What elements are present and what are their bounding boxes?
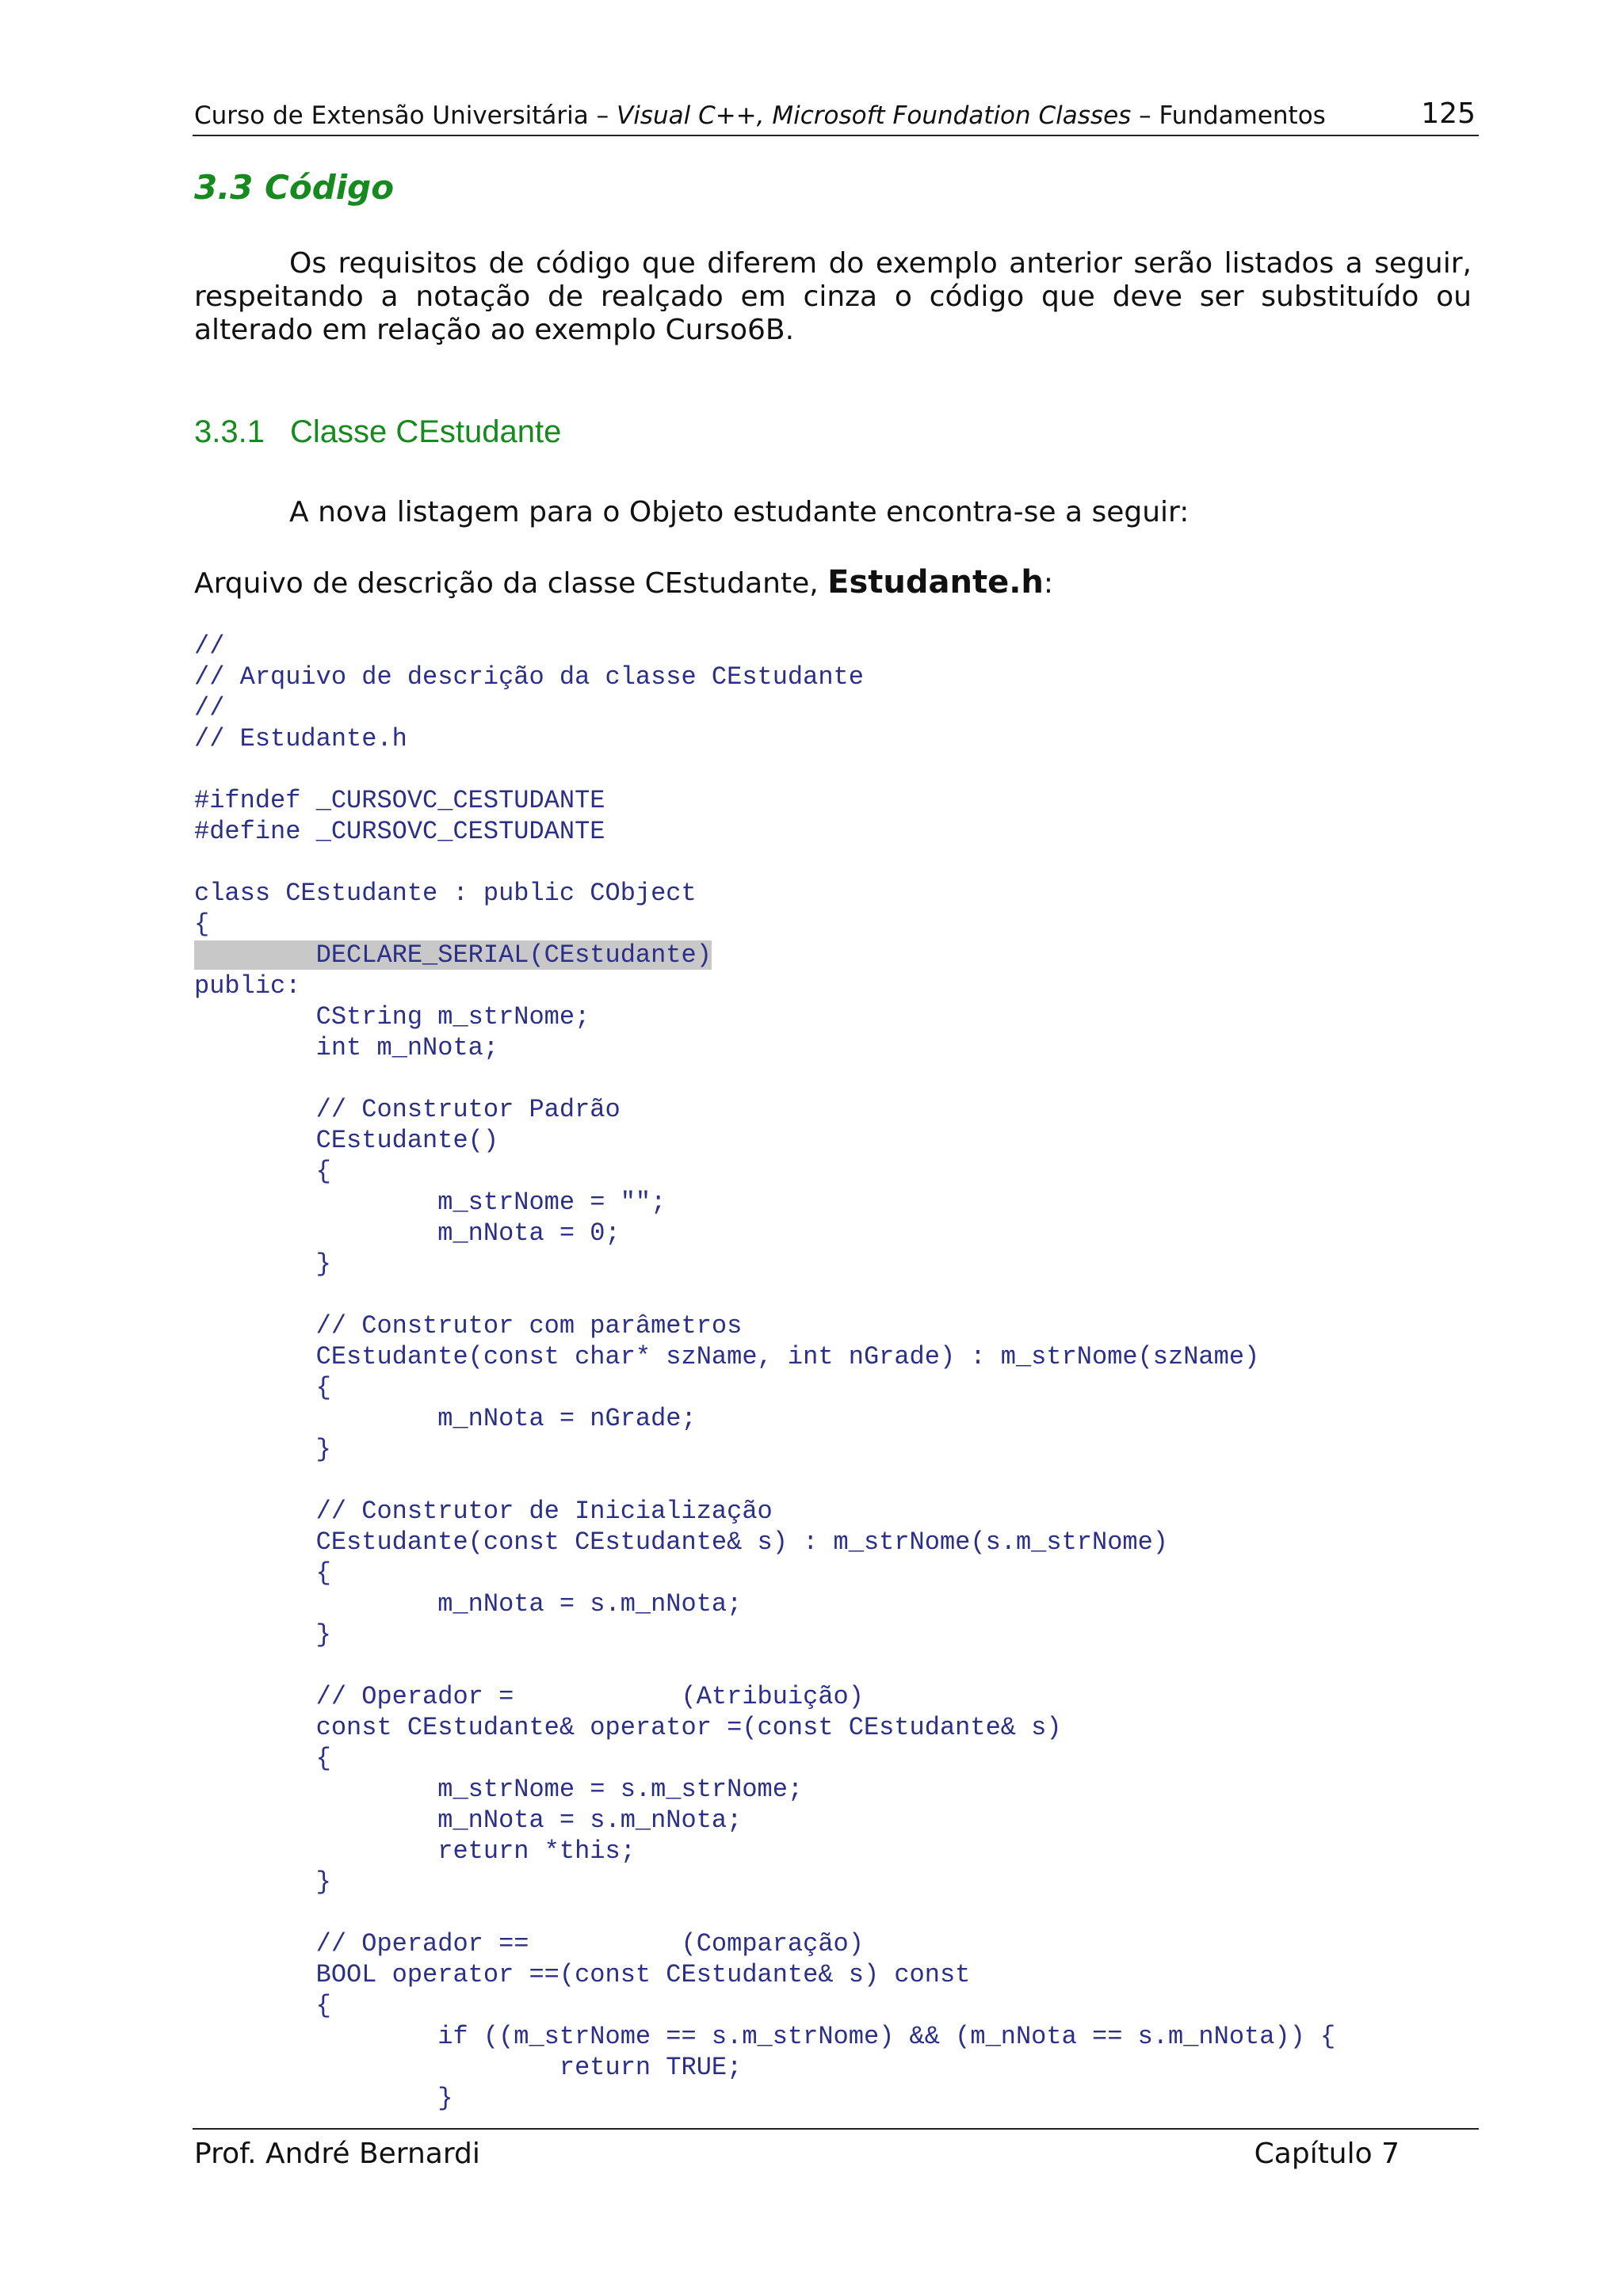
code-line-text: // Estudante.h — [194, 724, 407, 753]
code-listing — [194, 631, 1335, 2114]
code-line-text: return *this; — [194, 1836, 636, 1866]
code-line — [194, 1280, 1335, 1310]
code-line — [194, 1836, 1335, 1867]
code-line — [194, 1681, 1335, 1712]
code-line-text: // Construtor de Inicialização — [194, 1497, 773, 1526]
code-line — [194, 1372, 1335, 1403]
code-line-text: #ifndef _CURSOVC_CESTUDANTE — [194, 786, 605, 815]
code-line — [194, 1403, 1335, 1434]
code-line — [194, 2021, 1335, 2052]
code-line — [194, 1249, 1335, 1280]
file-name: Estudante.h — [827, 564, 1044, 601]
code-line — [194, 1928, 1335, 1959]
code-line — [194, 1187, 1335, 1218]
file-description-paragraph — [194, 564, 1053, 601]
code-line-text: m_strNome = ""; — [194, 1188, 666, 1217]
code-line-text: int m_nNota; — [194, 1033, 499, 1062]
code-line-text: public: — [194, 971, 301, 1001]
code-line — [194, 692, 1335, 723]
code-line — [194, 971, 1335, 1001]
code-line-text: class CEstudante : public CObject — [194, 879, 697, 908]
code-line-text: m_nNota = s.m_nNota; — [194, 1589, 743, 1619]
code-line — [194, 1867, 1335, 1897]
code-line — [194, 785, 1335, 816]
code-line — [194, 1712, 1335, 1743]
code-line — [194, 1897, 1335, 1928]
code-line — [194, 1032, 1335, 1063]
code-line-text: DECLARE_SERIAL(CEstudante) — [194, 940, 712, 970]
code-line-text: { — [194, 1558, 331, 1588]
code-line — [194, 878, 1335, 909]
header-title-suffix: – Fundamentos — [1131, 101, 1326, 130]
code-line-text: #define _CURSOVC_CESTUDANTE — [194, 817, 605, 846]
code-line-text: { — [194, 910, 210, 939]
code-line-text: return TRUE; — [194, 2053, 743, 2082]
footer-author: Prof. André Bernardi — [194, 2138, 480, 2170]
code-line-text: { — [194, 1991, 331, 2020]
code-line — [194, 1774, 1335, 1805]
code-line-text: // — [194, 693, 225, 723]
code-line — [194, 1218, 1335, 1249]
code-line-text: } — [194, 1620, 331, 1650]
intro-paragraph: Os requisitos de código que diferem do exemplo anterior serão listados a seguir, respeitando a notação de realçado em cinza o código que deve ser substituído ou alterado em relação ao exemplo Curso6B. — [194, 247, 1472, 346]
code-line — [194, 1589, 1335, 1619]
code-line-text: // Construtor Padrão — [194, 1095, 621, 1124]
code-line-text: m_nNota = nGrade; — [194, 1404, 697, 1433]
code-line-text: { — [194, 1744, 331, 1773]
code-line — [194, 847, 1335, 878]
code-line — [194, 1465, 1335, 1496]
subsection-number: 3.3.1 — [194, 414, 265, 449]
code-line-text: } — [194, 2084, 453, 2113]
code-line-text: { — [194, 1157, 331, 1186]
code-line — [194, 1125, 1335, 1156]
code-line-text: m_strNome = s.m_strNome; — [194, 1775, 804, 1804]
code-line — [194, 1341, 1335, 1372]
code-line — [194, 1434, 1335, 1465]
code-line-text: // Operador == (Comparação) — [194, 1929, 864, 1958]
header-title-prefix: Curso de Extensão Universitária – — [194, 101, 617, 130]
code-line — [194, 2052, 1335, 2083]
code-line-text: m_nNota = s.m_nNota; — [194, 1806, 743, 1835]
code-line — [194, 1743, 1335, 1774]
code-line-text: } — [194, 1435, 331, 1464]
code-line — [194, 1650, 1335, 1681]
section-title: 3.3 Código — [194, 168, 395, 207]
code-line — [194, 754, 1335, 785]
page-footer — [193, 2128, 1479, 2177]
header-title — [194, 101, 1326, 130]
code-line — [194, 723, 1335, 754]
code-line — [194, 816, 1335, 847]
code-line-text: // Arquivo de descrição da classe CEstudante — [194, 662, 864, 692]
code-line — [194, 1959, 1335, 1990]
code-line-text: } — [194, 1249, 331, 1279]
code-line-text: // — [194, 631, 225, 661]
code-line-text: const CEstudante& operator =(const CEstudante& s) — [194, 1713, 1062, 1742]
header-title-italic: Visual C++, Microsoft Foundation Classes — [616, 101, 1132, 130]
code-line-text: { — [194, 1373, 331, 1402]
code-line-text: CEstudante() — [194, 1126, 499, 1155]
code-line-text: } — [194, 1867, 331, 1897]
code-line-text: CEstudante(const CEstudante& s) : m_strNome(s.m_strNome) — [194, 1527, 1168, 1557]
page-number: 125 — [1421, 97, 1476, 130]
code-line-text: CEstudante(const char* szName, int nGrade) : m_strNome(szName) — [194, 1342, 1260, 1371]
code-line — [194, 662, 1335, 692]
file-description-prefix: Arquivo de descrição da classe CEstudante, — [194, 567, 828, 600]
code-line — [194, 1001, 1335, 1032]
highlighted-code-line — [194, 940, 1335, 971]
subsection-title — [194, 414, 561, 450]
code-line-text: // Operador = (Atribuição) — [194, 1682, 864, 1711]
code-line — [194, 1805, 1335, 1836]
code-line-text: BOOL operator ==(const CEstudante& s) const — [194, 1960, 971, 1989]
file-description-suffix: : — [1043, 567, 1054, 600]
code-line-text: m_nNota = 0; — [194, 1219, 621, 1248]
code-line — [194, 1156, 1335, 1187]
code-line — [194, 631, 1335, 662]
code-line-text: // Construtor com parâmetros — [194, 1311, 743, 1341]
code-line-text: CString m_strNome; — [194, 1002, 590, 1032]
code-line-text: if ((m_strNome == s.m_strNome) && (m_nNota == s.m_nNota)) { — [194, 2022, 1336, 2051]
listing-intro-paragraph: A nova listagem para o Objeto estudante encontra-se a seguir: — [289, 496, 1190, 528]
code-line — [194, 1990, 1335, 2021]
code-line — [194, 1619, 1335, 1650]
code-line — [194, 1496, 1335, 1527]
code-line — [194, 1063, 1335, 1094]
subsection-label: Classe CEstudante — [289, 414, 562, 449]
code-line — [194, 1310, 1335, 1341]
page-header — [193, 93, 1479, 136]
code-line — [194, 1558, 1335, 1589]
code-line — [194, 909, 1335, 940]
code-line — [194, 1527, 1335, 1558]
footer-chapter: Capítulo 7 — [1254, 2138, 1400, 2170]
code-line — [194, 2083, 1335, 2114]
code-line — [194, 1094, 1335, 1125]
